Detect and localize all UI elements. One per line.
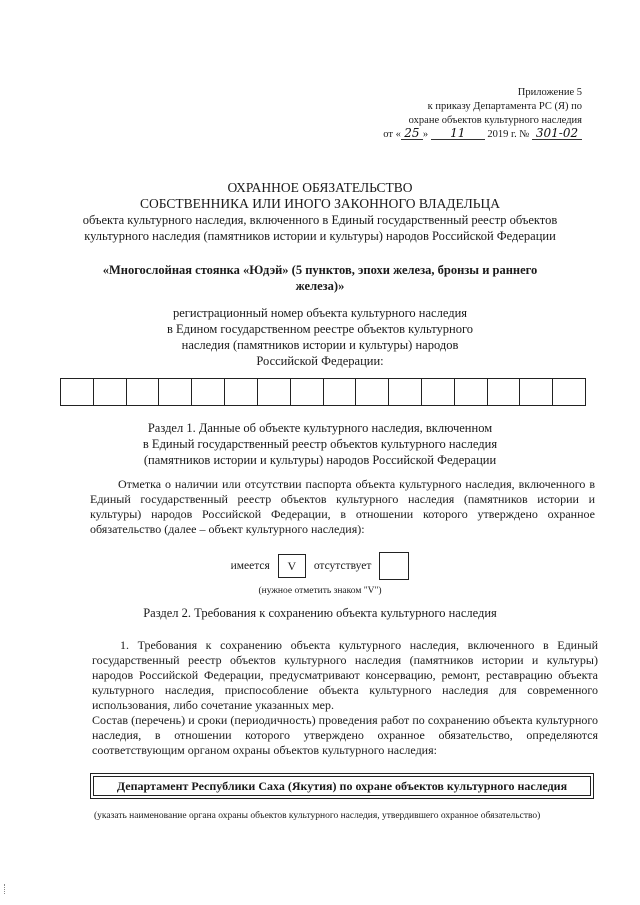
appendix-date-line (342, 128, 582, 142)
scan-edge-mark (4, 884, 9, 894)
regnum-caption-line-2: в Едином государственном реестре объектов культурного (166, 322, 474, 336)
regnum-caption (60, 305, 580, 369)
regnum-cell[interactable] (192, 379, 225, 405)
regnum-cell[interactable] (61, 379, 94, 405)
regnum-cell[interactable] (422, 379, 455, 405)
date-prefix: от « (383, 129, 401, 140)
authority-name: Департамент Республики Саха (Якутия) по охране объектов культурного наследия (116, 778, 568, 793)
date-mid: » (422, 129, 429, 140)
object-name-line-1: «Многослойная стоянка «Юдэй» (5 пунктов, эпохи железа, бронзы и раннего (102, 263, 538, 277)
year-text: 2019 г. № (487, 129, 530, 140)
object-name (60, 262, 580, 294)
appendix-block (342, 86, 582, 142)
day-handwritten: 25 (401, 128, 423, 140)
absent-checkbox[interactable] (379, 552, 409, 580)
regnum-cell[interactable] (488, 379, 521, 405)
mark-hint: (нужное отметить знаком "V") (258, 586, 382, 596)
absent-label: отсутствует (313, 560, 372, 572)
heading-line-1: ОХРАННОЕ ОБЯЗАТЕЛЬСТВО (227, 180, 413, 195)
appendix-line-3: охране объектов культурного наследия (408, 115, 582, 126)
appendix-line-1: Приложение 5 (517, 87, 582, 98)
regnum-cell[interactable] (553, 379, 585, 405)
month-handwritten: 11 (431, 128, 485, 140)
document-heading (60, 180, 580, 244)
regnum-cell[interactable] (520, 379, 553, 405)
heading-line-2: СОБСТВЕННИКА ИЛИ ИНОГО ЗАКОННОГО ВЛАДЕЛЬЦА (139, 196, 500, 211)
regnum-cell[interactable] (127, 379, 160, 405)
section-1-title (60, 420, 580, 468)
regnum-caption-line-4: Российской Федерации: (256, 354, 384, 368)
section-1-line-3: (памятников истории и культуры) народов Российской Федерации (143, 453, 497, 467)
section-1-line-2: в Единый государственный реестр объектов культурного наследия (142, 437, 498, 451)
authority-box (90, 773, 594, 799)
object-name-line-2: железа)» (295, 279, 345, 293)
regnum-cell[interactable] (225, 379, 258, 405)
appendix-line-2: к приказу Департамента РС (Я) по (427, 101, 582, 112)
regnum-cell[interactable] (258, 379, 291, 405)
present-label: имеется (230, 560, 270, 572)
regnum-caption-line-1: регистрационный номер объекта культурного наследия (172, 306, 468, 320)
section-2-composition: Состав (перечень) и сроки (периодичность) проведения работ по сохранению объекта культурного наследия, в отношении которого утверждено охранное обязательство, определяются соответствующим органом охраны объектов культурного наследия: (92, 713, 598, 757)
regnum-cell[interactable] (455, 379, 488, 405)
section-1-line-1: Раздел 1. Данные об объекте культурного наследия, включенном (147, 421, 493, 435)
regnum-cells (60, 378, 586, 406)
order-number-handwritten: 301-02 (532, 128, 582, 140)
regnum-cell[interactable] (291, 379, 324, 405)
passport-note: Отметка о наличии или отсутствии паспорта объекта культурного наследия, включенного в Единый государственный реестр объектов культурного наследия (памятников истории и культуры) народов Российской Федерации, в отношении которого утверждено охранное обязательство (далее – объект культурного наследия): (90, 477, 595, 536)
regnum-cell[interactable] (324, 379, 357, 405)
section-2-item-1: 1. Требования к сохранению объекта культурного наследия, включенного в Единый государственный реестр объектов культурного наследия (памятников истории и культуры) народов Российской Федерации, предусматривают консервацию, ремонт, реставрацию объекта культурного наследия, приспособление объекта культурного наследия для современного использования, либо сочетание указанных мер. (92, 638, 598, 712)
heading-line-4: культурного наследия (памятников истории и культуры) народов Российской Федерации (84, 229, 556, 243)
regnum-caption-line-3: наследия (памятников истории и культуры) народов (181, 338, 459, 352)
regnum-cell[interactable] (356, 379, 389, 405)
authority-hint: (указать наименование органа охраны объектов культурного наследия, утвердившего охранное обязательство) (94, 811, 541, 821)
regnum-cell[interactable] (159, 379, 192, 405)
heading-line-3: объекта культурного наследия, включенного в Единый государственный реестр объектов (82, 213, 558, 227)
section-2-title: Раздел 2. Требования к сохранению объекта культурного наследия (143, 606, 497, 620)
present-checkbox[interactable]: V (278, 554, 306, 578)
regnum-cell[interactable] (94, 379, 127, 405)
passport-mark-row (0, 552, 640, 580)
regnum-cell[interactable] (389, 379, 422, 405)
